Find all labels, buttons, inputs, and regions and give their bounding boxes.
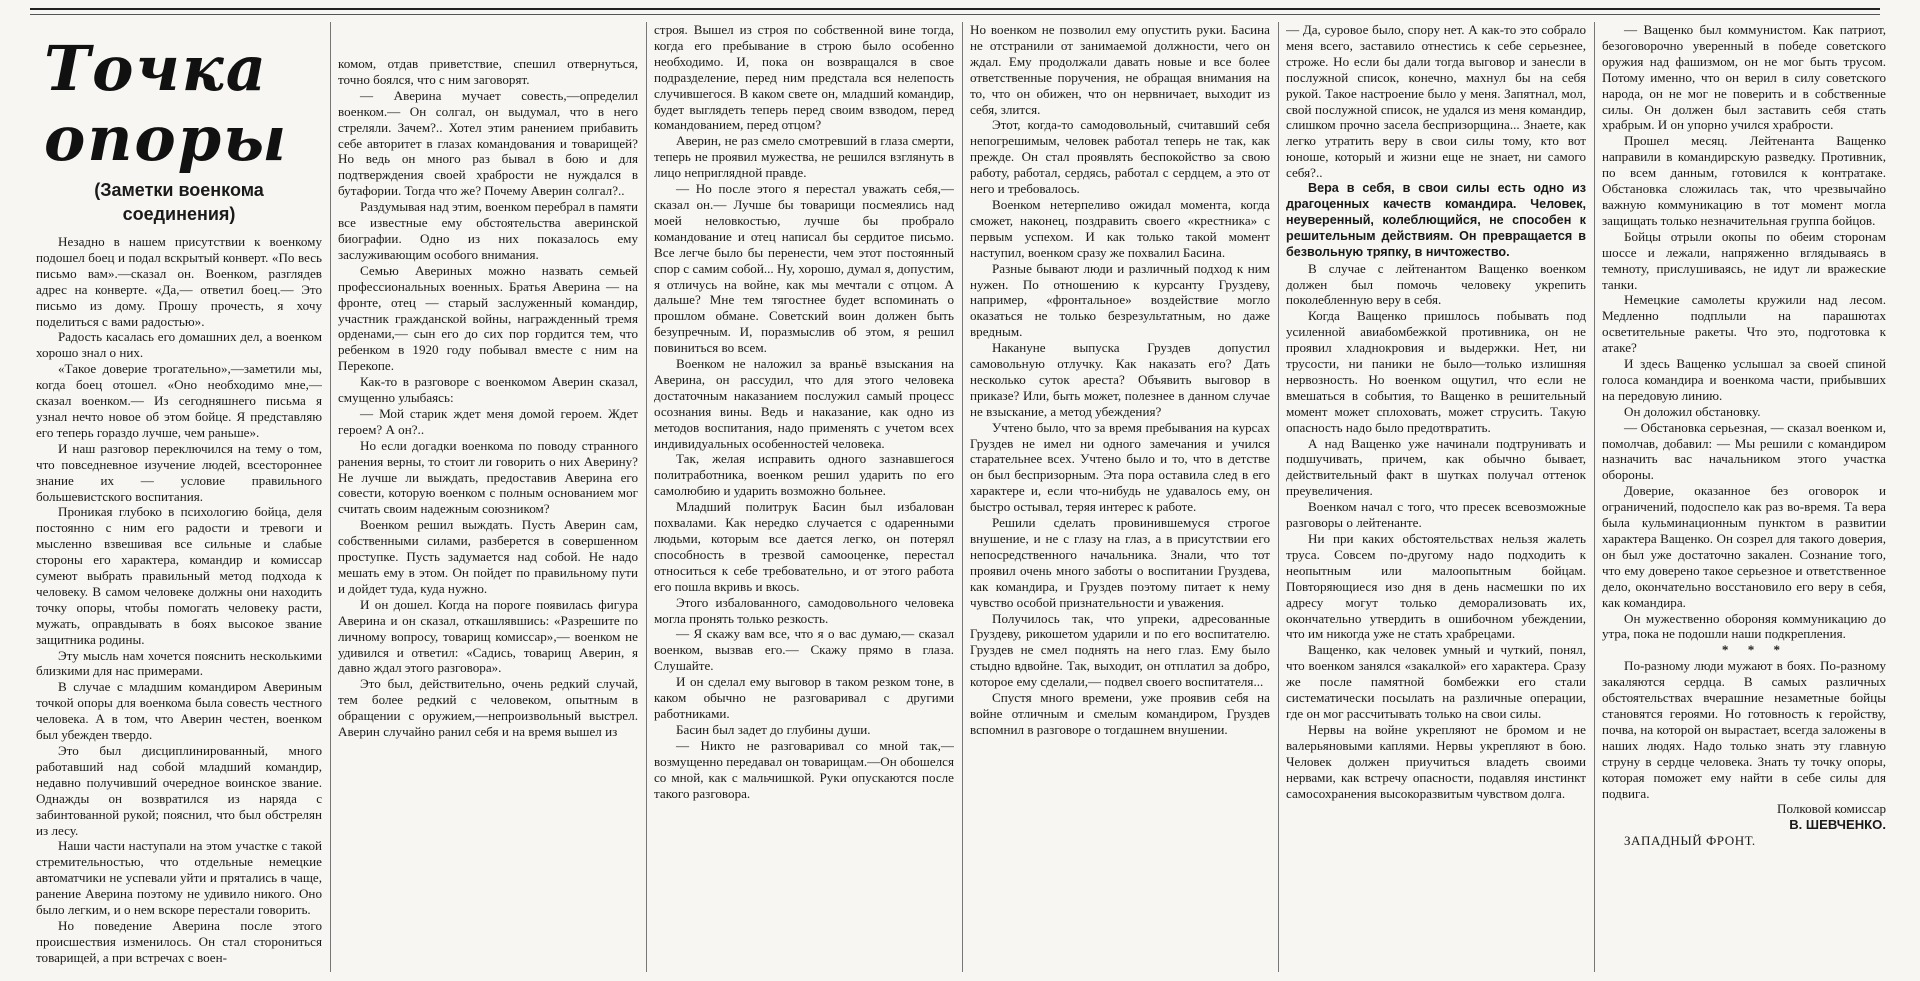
paragraph: Этого избалованного, самодовольного человека могла пронять только резкость. — [654, 594, 954, 626]
paragraph: Младший политрук Басин был избалован похвалами. Как нередко случается с одаренными людьми, которым все дается легко, он потерял способность в трезвой самооценке, перестал относиться к себе требовательно, и от этого работа его пошла вкривь и вкось. — [654, 499, 954, 594]
paragraph: Радость касалась его домашних дел, а военком хорошо знал о них. — [36, 329, 322, 361]
article-column-1 — [36, 22, 322, 972]
paragraph: Но военком не позволил ему опустить руки. Басина не отстранили от занимаемой должности, чего он ждал. Ему продолжали давать новые и все более ответственные поручения, не обращая внимания на то, что он обижен, что он нервничает, выходит из себя, злится. — [970, 22, 1270, 117]
paragraph: Раздумывая над этим, военком перебрал в памяти все известные ему обстоятельства аверинской биографии. Одно из них показалось ему заслуживающим особого внимания. — [338, 199, 638, 262]
paragraph: Аверин, не раз смело смотревший в глаза смерти, теперь не проявил мужества, не решился взглянуть в лицо неприглядной правде. — [654, 133, 954, 181]
paragraph: Он мужественно обороняя коммуникацию до утра, пока не подошли наши подкрепления. — [1602, 610, 1886, 642]
paragraph: — Да, суровое было, спору нет. А как-то это собрало меня всего, заставило отнестись к себе серьезнее, строже. Но если бы дали тогда выговор и занесли в послужной список, конечно, махнул бы на себя рукой. Такое настроение было у меня. Запятнал, мол, свой послужной список, не удался из меня командир, слишком прочно засела беспризорщина... Знаете, как легко утратить веру в свои силы тому, кто вот юноше, который и жизни еще не знает, ни самого себя?.. — [1286, 22, 1586, 181]
paragraph: — Но после этого я перестал уважать себя,— сказал он.— Лучше бы товарищи посмеялись над моей неловкостью, лучше бы пробрало командование и отец написал бы сердитое письмо. Все легче было бы перенести, чем этот постоянный спор с самим собой... Ну, хорошо, думал я, допустим, я отличусь на войне, как мы мечтали с отцом. А дальше? Мне тем тягостнее будет вспоминать о прошлом обмане. Советский воин должен быть безупречным. И, поразмыслив об этом, я решил повиниться во всем. — [654, 181, 954, 356]
paragraph: Прошел месяц. Лейтенанта Ващенко направили в командирскую разведку. Противник, по всем данным, готовился к контратаке. Обстановка сложилась так, что чрезвычайно важную коммуникацию в тот момент могла защищать только незначительная группа бойцов. — [1602, 133, 1886, 228]
paragraph: В случае с младшим командиром Авериным точкой опоры для военкома была совесть честного человека. А в том, что Аверин честен, военком был убежден твердо. — [36, 679, 322, 743]
author-name: В. ШЕВЧЕНКО. — [1789, 817, 1886, 833]
column-divider — [1594, 22, 1595, 972]
paragraph: И наш разговор переключился на тему о том, что повседневное изучение людей, всестороннее знание их — условие правильного большевистского воспитания. — [36, 440, 322, 504]
paragraph: Незадно в нашем присутствии к военкому подошел боец и подал вскрытый конверт. «По весь письмо вам».—сказал он. Военком, разглядев адрес на конверте. «Да,— ответил боец.— Это письмо из дому. Прошу прочесть, я хочу поделиться с вами радостью». — [36, 234, 322, 329]
paragraph: Проникая глубоко в психологию бойца, деля постоянно с ним его радости и тревоги и мысленно взвешивая все сильные и слабые стороны его характера, командир и комиссар сумеют выбрать правильный метод подхода к человеку. В самом человеке должны они находить точку опоры, чтобы помогать человеку расти, мужать, оправдывать в боях высокое звание защитника родины. — [36, 504, 322, 647]
paragraph: Это был, действительно, очень редкий случай, тем более редкий с человеком, опытным в обращении с оружием,—непроизвольный выстрел. Аверин случайно ранил себя и на время вышел из — [338, 676, 638, 740]
author-position: Полковой комиссар — [1777, 801, 1886, 817]
paragraph: Военком решил выждать. Пусть Аверин сам, собственными силами, разберется в совершенном проступке. Пусть задумается над собой. Не надо мешать ему в этом. Он пойдет по правильному пути и дойдет туда, куда нужно. — [338, 517, 638, 596]
paragraph: — Ващенко был коммунистом. Как патриот, безоговорочно уверенный в победе советского оружия над фашизмом, он не мог быть трусом. Потому именно, что он верил в силу советского народа, он не мог не поверить и в собственные силы. Он должен был заставить себя стать храбрым. И он упорно учился храбрости. — [1602, 22, 1886, 133]
paragraph: Но поведение Аверина после этого происшествия изменилось. Он стал сторониться товарищей, а при встречах с воен- — [36, 917, 322, 965]
paragraph: Наши части наступали на этом участке с такой стремительностью, что отдельные немецкие автоматчики не успевали уйти и прятались в чаще, ранение Аверина поэтому не удивило никого. Оно было легким, и о нем вскоре перестали говорить. — [36, 838, 322, 918]
paragraph: строя. Вышел из строя по собственной вине тогда, когда его пребывание в строю было особенно необходимо. И, пока он возвращался в свое подразделение, перед ним предстала вся нелепость случившегося. В каком свете он, младший командир, будет выглядеть теперь перед своим взводом, перед командованием, перед отцом? — [654, 22, 954, 133]
paragraph: Нервы на войне укрепляют не бромом и не валерьяновыми каплями. Нервы укрепляют в бою. Человек должен приучиться владеть своими нервами, как встречу опасности, подавляя инстинкт самосохранения высокоразвитым чувством долга. — [1286, 721, 1586, 801]
paragraph: — Обстановка серьезная, — сказал военком и, помолчав, добавил: — Мы решили с командиром назначить вас начальником этого участка обороны. — [1602, 419, 1886, 483]
paragraph: В случае с лейтенантом Ващенко военком должен был помочь человеку укрепить поколебленную веру в себя. — [1286, 260, 1586, 308]
paragraph: Ващенко, как человек умный и чуткий, понял, что военком занялся «закалкой» его характера. Сразу же после памятной бомбежки его стали систематически посылать на различные операции, где он мог рассчитывать только на свои силы. — [1286, 642, 1586, 721]
top-border-rule — [30, 8, 1880, 15]
paragraph: комом, отдав приветствие, спешил отвернуться, точно боялся, что с ним заговорят. — [338, 56, 638, 87]
article-column-6 — [1602, 22, 1886, 972]
paragraph: Разные бывают люди и различный подход к ним нужен. По отношению к курсанту Груздеву, например, «фронтальное» воздействие могло оказаться не только безрезультатным, но даже вредным. — [970, 260, 1270, 340]
paragraph: Доверие, оказанное без оговорок и ограничений, подоспело как раз во-время. Та вера была кульминационным пунктом в развитии характера Ващенко. Он созрел для такого доверия, он был уже достаточно закален. Сознание того, что ему доверено такое серьезное и ответственное дело, окончательно восстановило его веру в себя, как командира. — [1602, 483, 1886, 610]
paragraph: И он дошел. Когда на пороге появилась фигура Аверина и он сказал, откашлявшись: «Разрешите по личному вопросу, товарищ комиссар»,— военком не удивился и ответил: «Садись, товарищ Аверин, я давно ждал этого разговора». — [338, 596, 638, 676]
paragraph: Накануне выпуска Груздев допустил самовольную отлучку. Как наказать его? Дать несколько суток ареста? Объявить выговор в приказе? Или, быть может, полезнее в данном случае не взыскание, а метод убеждения? — [970, 340, 1270, 419]
article-column-3 — [654, 22, 954, 972]
paragraph: Военком начал с того, что пресек всевозможные разговоры о лейтенанте. — [1286, 499, 1586, 531]
paragraph: — Я скажу вам все, что я о вас думаю,— сказал военком, вызвав его.— Скажу прямо в глаза. Слушайте. — [654, 626, 954, 674]
paragraph: Военком нетерпеливо ожидал момента, когда сможет, наконец, поздравить своего «крестника» с первым успехом. И как только такой момент наступил, военком сразу же похвалил Басина. — [970, 196, 1270, 260]
paragraph: Военком не наложил за враньё взыскания на Аверина, он рассудил, что для этого человека достаточным наказанием послужил самый процесс осознания вины. Ведь и наказание, как одно из методов воспитания, надо применять с учетом всех индивидуальных особенностей человека. — [654, 356, 954, 451]
paragraph: Этот, когда-то самодовольный, считавший себя непогрешимым, человек работал теперь не так, как прежде. Он стал проявлять беспокойство за свою работу, работал, сердясь, работал с сердцем, а это от него и требовалось. — [970, 117, 1270, 197]
paragraph: Но если догадки военкома по поводу странного ранения верны, то стоит ли говорить о них Аверину? Не лучше ли выждать, предоставив Аверина его совести, которую военком с полным основанием мог считать своим надежным союзником? — [338, 437, 638, 517]
paragraph: Получилось так, что упреки, адресованные Груздеву, рикошетом ударили и по его воспитателю. Груздев не смел поднять на него глаз. Ему было стыдно вдвойне. Так, выходит, он отплатил за добро, которое ему сделали,— подвел своего воспитателя... — [970, 610, 1270, 690]
paragraph: А над Ващенко уже начинали подтрунивать и подшучивать, причем, как обычно бывает, действительный факт в шутках получал оттенок преувеличения. — [1286, 435, 1586, 499]
section-separator: * * * — [1721, 642, 1789, 658]
paragraph: Семью Авериных можно назвать семьей профессиональных военных. Братья Аверина — на фронте, отец — старый заслуженный командир, участник гражданской войны, награжденный тремя орденами,— сын его до сих пор гордится тем, что ребенком в 1920 году побывал вместе с ним на Перекопе. — [338, 262, 638, 374]
dateline: ЗАПАДНЫЙ ФРОНТ. — [1624, 833, 1756, 849]
paragraph: Бойцы отрыли окопы по обеим сторонам шоссе и лежали, напряженно вглядываясь в темноту, прислушиваясь, не идут ли вражеские танки. — [1602, 228, 1886, 292]
paragraph: — Никто не разговаривал со мной так,— возмущенно передавал он товарищам.—Он обошелся со мной, как с мальчишкой. Руки опускаются после такого разговора. — [654, 737, 954, 801]
paragraph: Немецкие самолеты кружили над лесом. Медленно подплыли на парашютах осветительные ракеты. Что это, подготовка к атаке? — [1602, 292, 1886, 356]
paragraph: Ни при каких обстоятельствах нельзя жалеть труса. Совсем по-другому надо подходить к неопытным или малоопытным бойцам. Повторяющиеся изо дня в день насмешки по их адресу могут только деморализовать их, окончательно утвердить в ошибочном убеждении, что им никогда уже не стать храбрецами. — [1286, 531, 1586, 642]
article-title: Точка опоры — [44, 32, 289, 175]
article-column-5 — [1286, 22, 1586, 972]
paragraph-bold: Вера в себя, в свои силы есть одно из драгоценных качеств командира. Человек, неуверенный, колеблющийся, не способен к решительным действиям. Он превращается в безвольную тряпку, в ничтожество. — [1286, 181, 1586, 259]
article-subtitle: (Заметки военкома соединения) — [94, 180, 264, 224]
paragraph: Он доложил обстановку. — [1624, 403, 1761, 419]
paragraph: — Аверина мучает совесть,—определил военком.— Он солгал, он выдумал, что в него стреляли. Зачем?.. Хотел этим ранением прибавить себе авторитет в глазах командования и товарищей? Но ведь он много раз бывал в бою и для подтверждения своей храбрости не нуждался в бутафории. Тогда что же? Почему Аверин солгал?.. — [338, 87, 638, 199]
paragraph: И он сделал ему выговор в таком резком тоне, в каком обычно не разговаривал с другими работниками. — [654, 674, 954, 721]
paragraph: Учтено было, что за время пребывания на курсах Груздев не имел ни одного замечания и учился старательнее всех. Учтено было и то, что в детстве он был беспризорным. Эта пора оставила след в его характере и, если что-нибудь не удавалось ему, он быстро остывал, теряя интерес к работе. — [970, 419, 1270, 515]
paragraph: Это был дисциплинированный, много работавший над собой младший командир, недавно получивший очередное воинское звание. Однажды он возвратился из наряда с забинтованной рукой; пояснил, что был обстрелян из лесу. — [36, 743, 322, 838]
paragraph: Так, желая исправить одного зазнавшегося политработника, военком решил ударить по его самолюбию и ударить возможно больнее. — [654, 451, 954, 499]
paragraph: Когда Ващенко пришлось побывать под усиленной авиабомбежкой противника, он не проявил хладнокровия и выдержки. Нет, ни трусости, ни паники не было—только излишняя нервозность. Но военком ощутил, что если не вмешаться в события, то Ващенко в решительный момент может сплоховать, может струсить. Такую опасность надо было предотвратить. — [1286, 308, 1586, 435]
column-divider — [962, 22, 963, 972]
article-column-4 — [970, 22, 1270, 972]
paragraph: Эту мысль нам хочется пояснить несколькими близкими для нас примерами. — [36, 647, 322, 679]
column-divider — [330, 22, 331, 972]
paragraph: Решили сделать провинившемуся строгое внушение, и не с глазу на глаз, а в присутствии его непосредственного начальника. Знали, что тот проявил очень много заботы о воспитании Груздева, как командира, и Груздев поэтому питает к нему чувство особой признательности и уважения. — [970, 515, 1270, 610]
paragraph: По-разному люди мужают в боях. По-разному закаляются сердца. В самых различных обстоятельствах вчерашние незаметные бойцы становятся героями. Но готовность к геройству, почва, на которой он вырастает, всегда заложены в наших людях. Надо только знать эту главную струну в сердце человека. Знать ту точку опоры, которая поможет ему найти в себе силы для подвига. — [1602, 658, 1886, 801]
paragraph: И здесь Ващенко услышал за своей спиной голоса командира и военкома части, прибывших на передовую линию. — [1602, 356, 1886, 403]
column-divider — [646, 22, 647, 972]
article-column-2 — [338, 56, 638, 972]
column-divider — [1278, 22, 1279, 972]
paragraph: Спустя много времени, уже проявив себя на войне отличным и смелым командиром, Груздев вспомнил в разговоре о тогдашнем внушении. — [970, 690, 1270, 737]
paragraph: Басин был задет до глубины души. — [676, 721, 871, 737]
paragraph: — Мой старик ждет меня домой героем. Ждет героем? А он?.. — [338, 405, 638, 437]
paragraph: Как-то в разговоре с военкомом Аверин сказал, смущенно улыбаясь: — [338, 374, 638, 406]
paragraph: «Такое доверие трогательно»,—заметили мы, когда боец отошел. «Оно необходимо мне,— сказал военком.— Из сегодняшнего письма я узнал нечто новое об этом бойце. Я представляю его теперь гораздо лучше, чем раньше». — [36, 361, 322, 440]
